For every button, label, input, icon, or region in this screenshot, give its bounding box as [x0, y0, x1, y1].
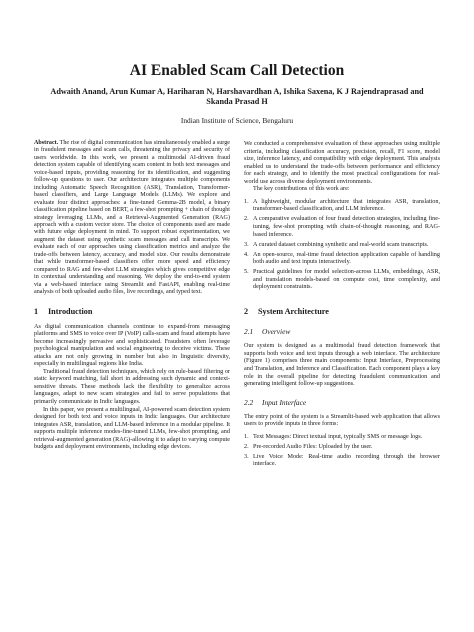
right-column: [244, 140, 440, 470]
section-number: 2: [244, 307, 249, 317]
section-title: Introduction: [48, 306, 93, 316]
section-heading-system-architecture: [244, 307, 440, 317]
contributions-intro: The key contributions of this work are:: [253, 185, 350, 193]
input-modes-list: [244, 433, 440, 468]
subsection-number: 2.1: [244, 327, 254, 337]
intro-paragraph-3: In this paper, we present a multilingual, AI-powered scam detection system designed for both text and voice inputs in Indic languages. Our architecture integrates ASR, translation, and LLM-based inference in a modular pipeline. It supports multiple inference modes-fine-tuned LLMs, few-shot prompting, and retrieval-augmented generation (RAG)-allowing it to adapt to varying compute budgets and deployment environments, including edge devices.: [34, 405, 230, 451]
section-heading-introduction: [34, 307, 230, 317]
subsection-number: 2.2: [244, 397, 254, 407]
contributions-list: [244, 198, 440, 291]
intro-paragraph-2: Traditional fraud detection techniques, which rely on rule-based filtering or static keyword matching, fall short in addressing such dynamic and context-sensitive threats. These methods lack the flexibility to generalize across languages, adapt to new scam strategies and fail to serve populations that primarily communicate in Indic languages.: [34, 367, 230, 405]
list-item: 2. Pre-recorded Audio Files: Uploaded by the user.: [244, 442, 373, 450]
list-item: 1. A lightweight, modular architecture that integrates ASR, translation, transformer-based classification, and LLM inference.: [244, 197, 440, 213]
input-interface-paragraph: The entry point of the system is a Streamlit-based web application that allows users to provide inputs in three forms:: [244, 412, 440, 428]
list-item: 4. An open-source, real-time fraud detection application capable of handling both audio and text inputs interactively.: [244, 250, 440, 266]
author-list: Adwaith Anand, Arun Kumar A, Hariharan N, Harshavardhan A, Ishika Saxena, K J Rajendraprasad and Skanda Prasad H: [50, 87, 424, 106]
subsection-heading-input-interface: [244, 398, 440, 407]
list-item: 1. Text Messages: Direct textual input, typically SMS or message logs.: [244, 432, 423, 440]
subsection-title: Input Interface: [262, 397, 307, 407]
two-column-body: [34, 140, 440, 470]
abstract: [34, 140, 230, 297]
left-column: [34, 140, 230, 470]
abstract-text: The rise of digital communication has simultaneously enabled a surge in fraudulent messages and scam calls, threatening the privacy and security of users worldwide. In this work, we present a multimodal AI-driven fraud detection system capable of identifying scam content in both text messages and voice-based inputs, providing reasoning for its identification, and suggesting follow-up questions to user. Our architecture integrates multiple components including Automatic Speech Recognition (ASR), Translation, Transformer-based classifiers, and Large Language Models (LLMs). We explore and evaluate four distinct approaches: a fine-tuned Gemma-2B model, a binary classification pipeline based on BERT, a few-shot prompting + chain of thought strategy leveraging LLMs, and a Retrieval-Augmented Generation (RAG) approach with a custom vector store. The choice of components used are made with future edge deployment in mind. To support robust experimentation, we augment the dataset using synthetic scam messages and call transcripts. We evaluate each of our approaches using classification metrics and analyze the trade-offs between latency, accuracy, and model size. Our results demonstrate that while transformer-based classifiers offer more speed and efficiency compared to RAG and few-shot LLM strategies which gives competitive edge in contextual understanding and reasoning. We deploy the end-to-end system via a web-based interface using Streamlit and FastAPI, enabling real-time analysis of both uploaded audio files, live recordings, and typed text.: [34, 140, 230, 296]
list-item: 3. Live Voice Mode: Real-time audio recording through the browser interface.: [244, 452, 440, 468]
abstract-label: Abstract.: [34, 140, 59, 146]
section-title: System Architecture: [258, 307, 329, 317]
overview-paragraph: Our system is designed as a multimodal fraud detection framework that supports both voice and text inputs through a web interface. The architecture (Figure 1) comprises three main components: Input Interface, Preprocessing and Translation, and Inference and Classification. Each component plays a key role in the overall pipeline for detecting fraudulent communication and generating intelligent follow-up suggestions.: [244, 342, 440, 388]
subsection-title: Overview: [262, 327, 291, 337]
evaluation-paragraph: We conducted a comprehensive evaluation of these approaches using multiple criteria, including classification accuracy, precision, recall, F1 score, model size, inference latency, and compatibility with edge deployment. This analysis enabled us to understand the trade-offs between performance and efficiency for each strategy, and to identify the most practical configurations for real-world use across diverse deployment environments.: [244, 140, 440, 185]
intro-paragraph-1: As digital communication channels continue to expand-from messaging platforms and SMS to voice over IP (VoIP) calls-scam and fraud attempts have become increasingly pervasive and sophisticated. Fraudsters often leverage psychological manipulation and social engineering to deceive victims. These attacks are not only growing in number but also in linguistic diversity, especially in multilingual regions like India.: [34, 322, 230, 368]
list-item: 3. A curated dataset combining synthetic and real-world scam transcripts.: [244, 240, 429, 248]
affiliation: Indian Institute of Science, Bengaluru: [180, 116, 294, 125]
list-item: 5. Practical guidelines for model selection-across LLMs, embeddings, ASR, and translation models-based on compute cost, time complexity, and deployment constraints.: [244, 268, 440, 291]
list-item: 2. A comparative evaluation of four fraud detection strategies, including fine-tuning, few-shot prompting with chain-of-thought reasoning, and RAG-based inference.: [244, 215, 440, 238]
subsection-heading-overview: [244, 327, 440, 336]
section-number: 1: [34, 306, 39, 316]
paper-title: AI Enabled Scam Call Detection: [129, 62, 345, 79]
